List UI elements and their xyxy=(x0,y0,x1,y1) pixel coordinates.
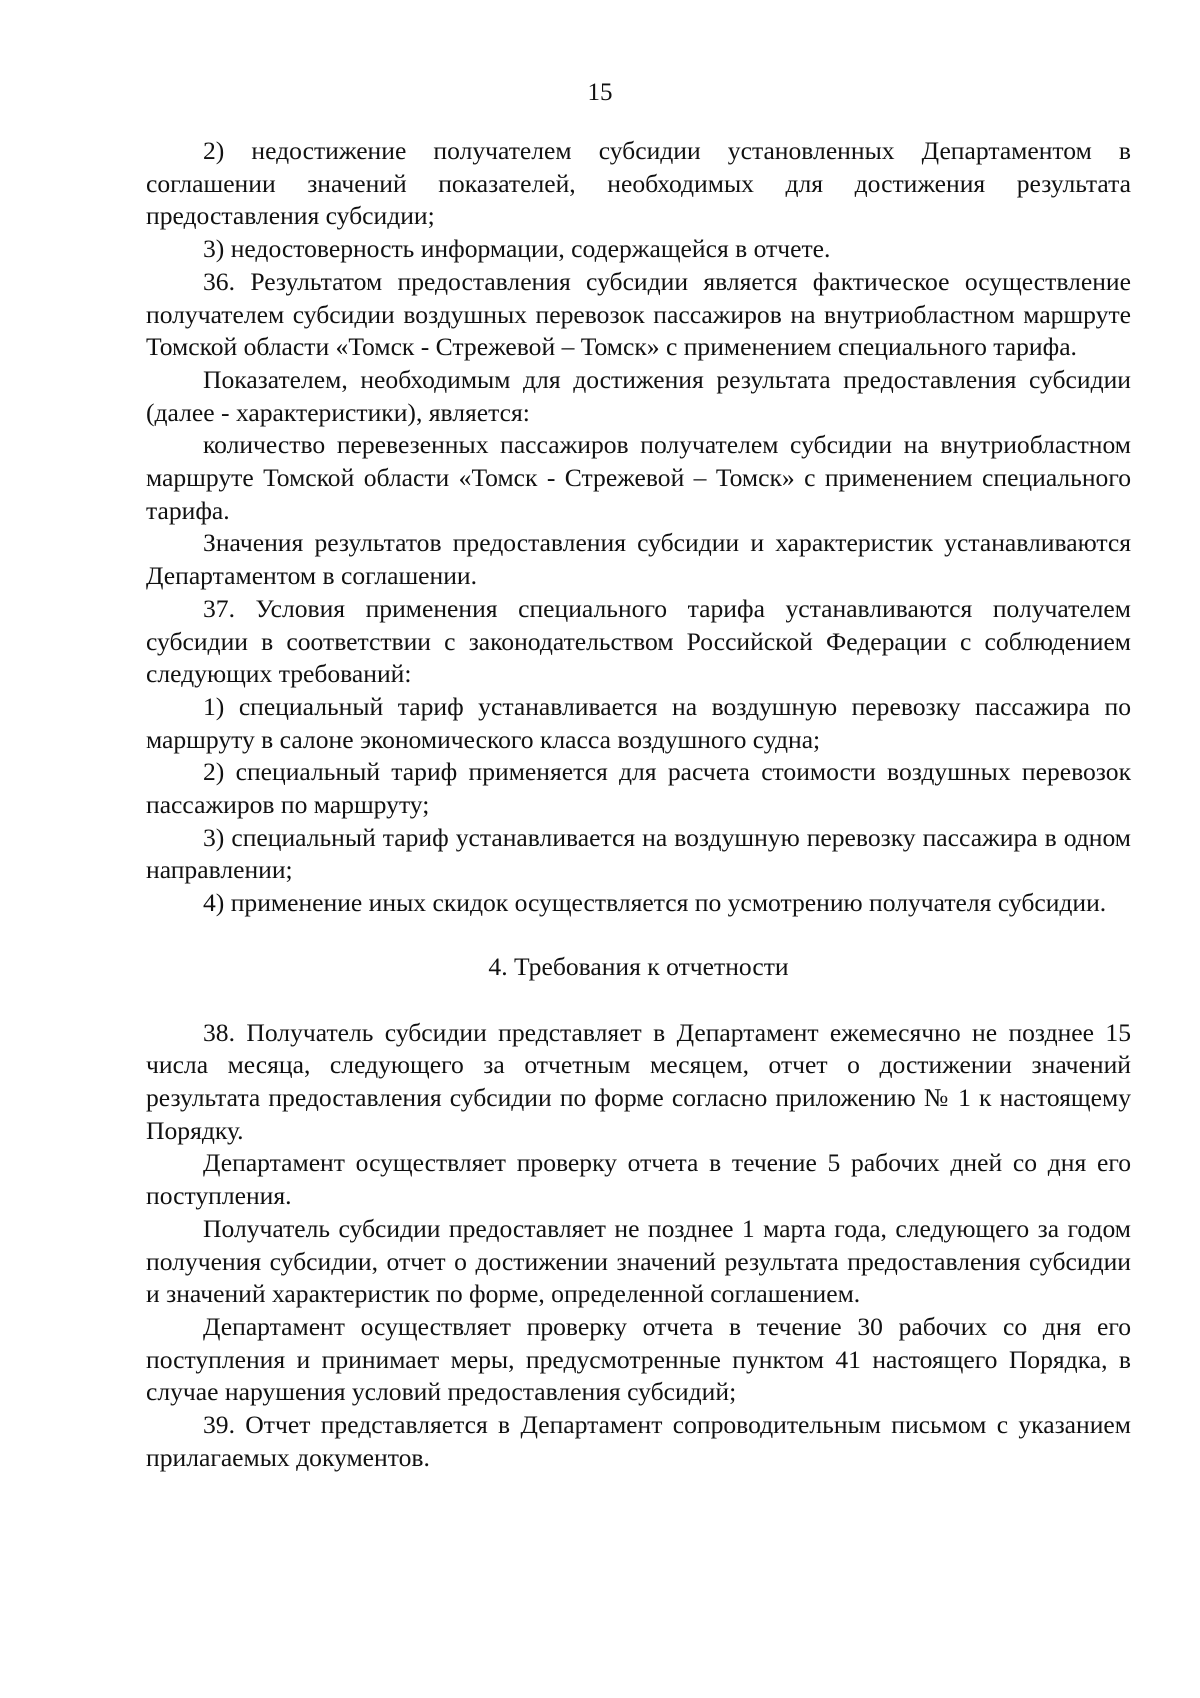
paragraph-tariff-req-2: 2) специальный тариф применяется для расчета стоимости воздушных перевозок пассажиров по маршруту; xyxy=(146,757,1131,820)
paragraph-item-3-unreliable-info: 3) недостоверность информации, содержащейся в отчете. xyxy=(203,234,831,264)
paragraph-tariff-req-4: 4) применение иных скидок осуществляется по усмотрению получателя субсидии. xyxy=(203,888,1107,918)
paragraph-36-result: 36. Результатом предоставления субсидии является фактическое осуществление получателем субсидии воздушных перевозок пассажиров на внутриобластном маршруте Томской области «Томск - Стрежевой – Томск» с применением специального тарифа. xyxy=(146,266,1131,362)
document-body xyxy=(146,135,1131,1474)
paragraph-report-check-5-days: Департамент осуществляет проверку отчета в течение 5 рабочих дней со дня его поступления. xyxy=(146,1148,1131,1211)
paragraph-39-cover-letter: 39. Отчет представляется в Департамент сопроводительным письмом с указанием прилагаемых документов. xyxy=(146,1410,1131,1472)
paragraph-38-monthly-report: 38. Получатель субсидии представляет в Департамент ежемесячно не позднее 15 числа месяца, следующего за отчетным месяцем, отчет о достижении значений результата предоставления субсидии по форме согласно приложению № 1 к настоящему Порядку. xyxy=(146,1017,1131,1145)
paragraph-values-set: Значения результатов предоставления субсидии и характеристик устанавливаются Департаментом в соглашении. xyxy=(146,528,1131,591)
paragraph-tariff-req-1: 1) специальный тариф устанавливается на воздушную перевозку пассажира по маршруту в салоне экономического класса воздушного судна; xyxy=(146,691,1131,754)
paragraph-indicator: Показателем, необходимым для достижения результата предоставления субсидии (далее - характеристики), является: xyxy=(146,364,1131,427)
paragraph-tariff-req-3: 3) специальный тариф устанавливается на воздушную перевозку пассажира в одном направлении; xyxy=(146,822,1131,885)
paragraph-37-tariff-conditions: 37. Условия применения специального тарифа устанавливаются получателем субсидии в соответствии с законодательством Российской Федерации с соблюдением следующих требований: xyxy=(146,593,1131,689)
paragraph-passenger-count: количество перевезенных пассажиров получателем субсидии на внутриобластном маршруте Томской области «Томск - Стрежевой – Томск» с применением специального тарифа. xyxy=(146,430,1131,525)
page-number: 15 xyxy=(587,79,613,106)
section-heading: 4. Требования к отчетности xyxy=(488,951,789,981)
paragraph-annual-report: Получатель субсидии предоставляет не позднее 1 марта года, следующего за годом получения субсидии, отчет о достижении значений результата предоставления субсидии и значений характеристик по форме, определенной соглашением. xyxy=(146,1213,1131,1309)
paragraph-report-check-30-days: Департамент осуществляет проверку отчета в течение 30 рабочих со дня его поступления и принимает меры, предусмотренные пунктом 41 настоящего Порядка, в случае нарушения условий предоставления субсидий; xyxy=(146,1311,1131,1407)
paragraph-item-2-non-achievement: 2) недостижение получателем субсидии установленных Департаментом в соглашении значений показателей, необходимых для достижения результата предоставления субсидии; xyxy=(146,136,1131,231)
